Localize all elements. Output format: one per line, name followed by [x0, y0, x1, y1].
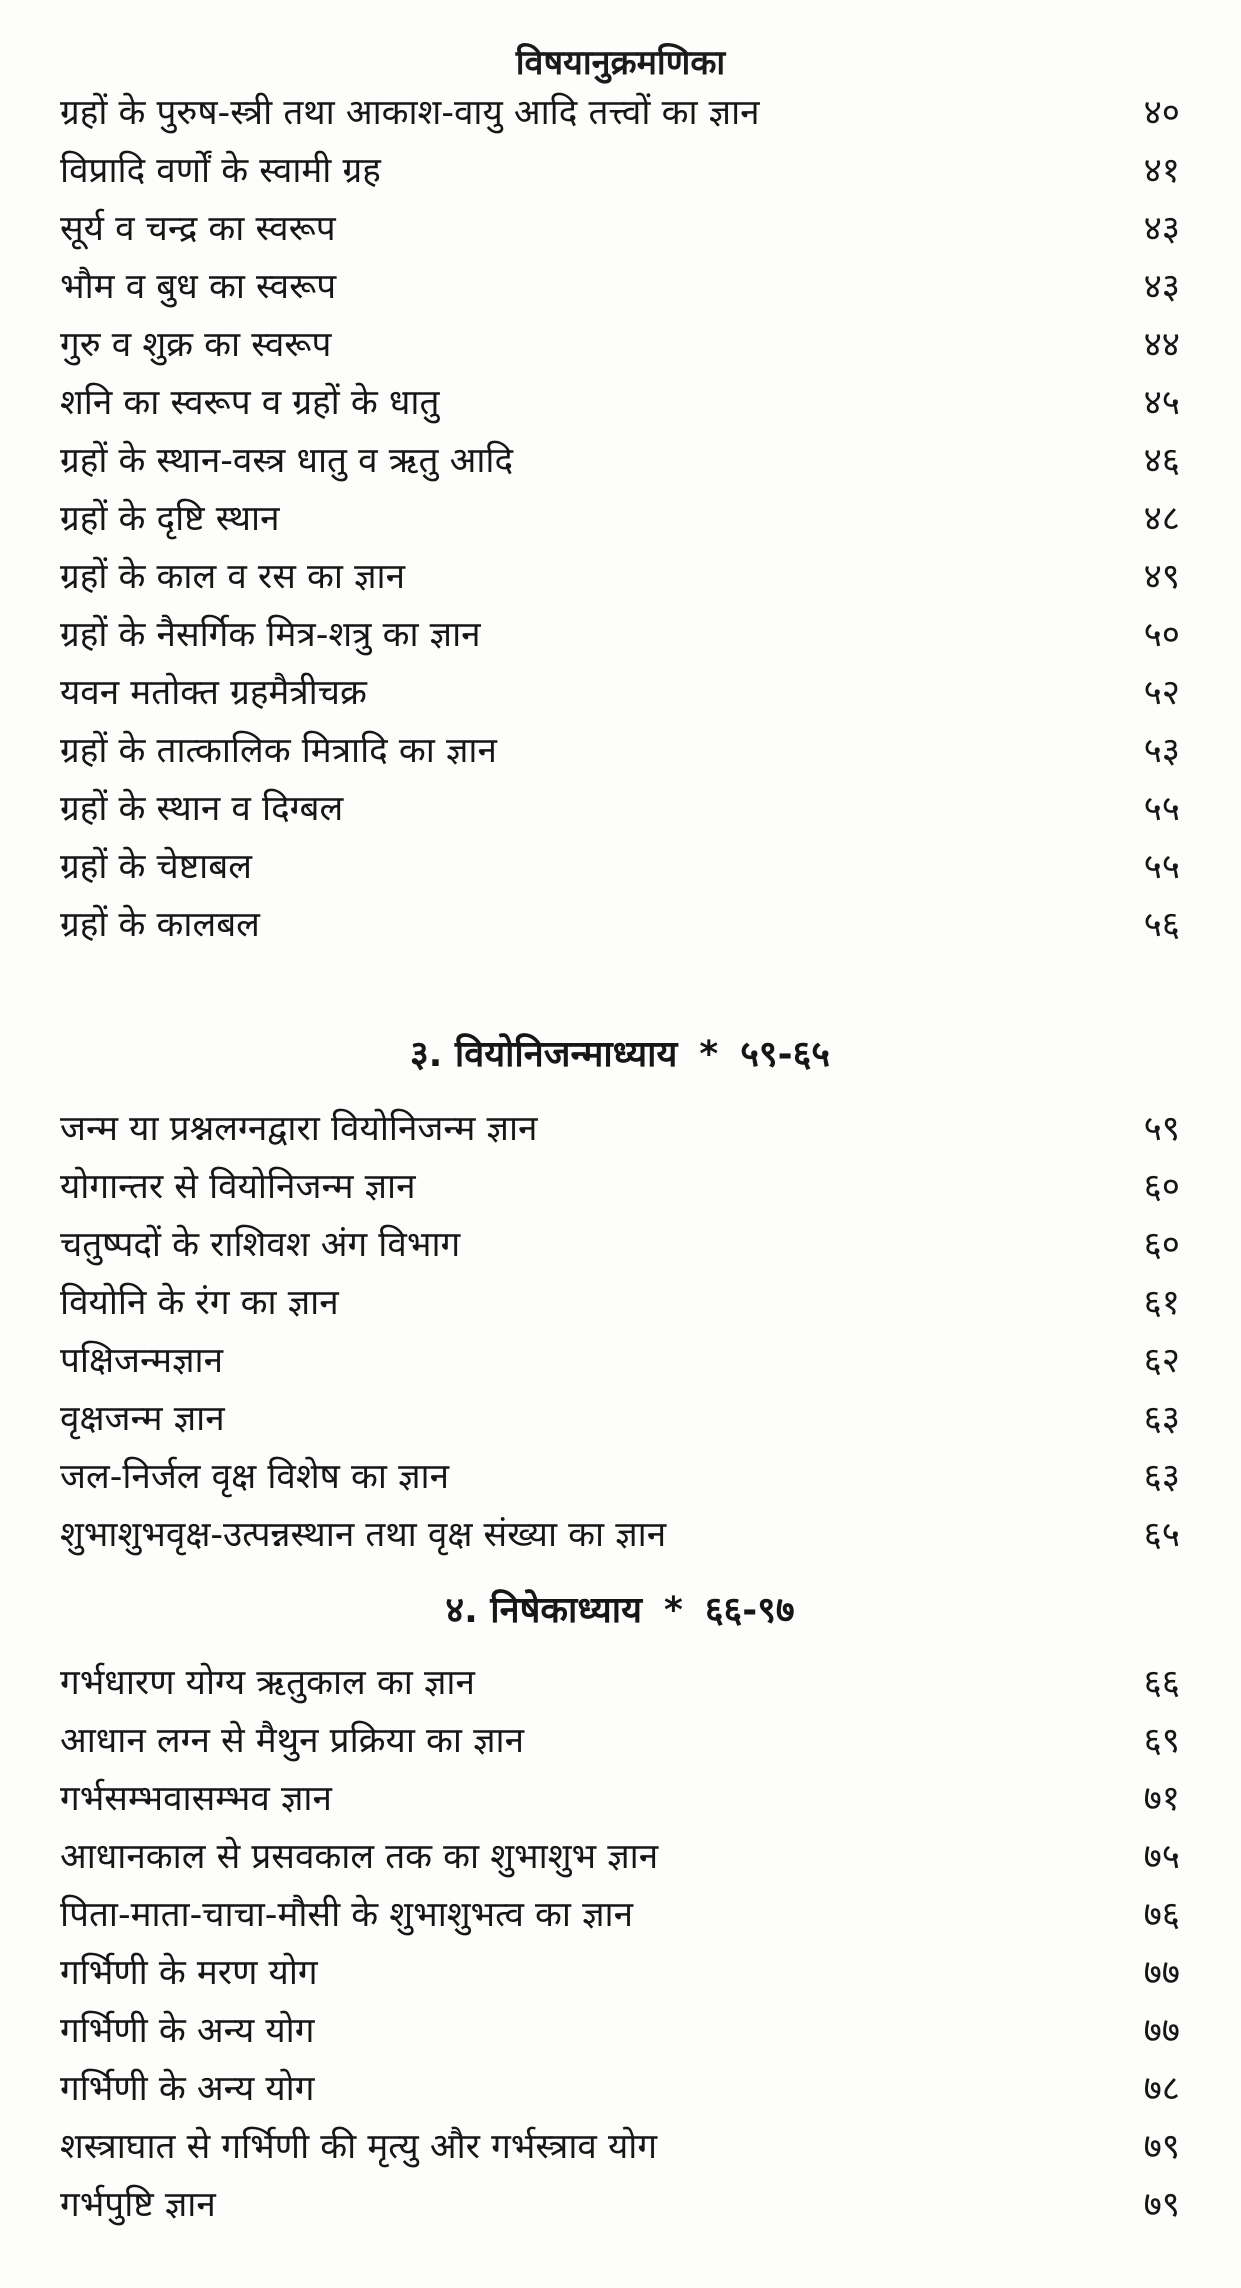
- toc-entry: [60, 316, 1180, 374]
- entry-title: शस्त्राघात से गर्भिणी की मृत्यु और गर्भस्त्राव योग: [60, 2127, 658, 2167]
- toc-entry: [60, 1158, 1180, 1216]
- toc-entry: [60, 1828, 1180, 1886]
- toc-entry: [60, 548, 1180, 606]
- entry-title: जन्म या प्रश्नलग्नद्वारा वियोनिजन्म ज्ञान: [60, 1109, 538, 1149]
- entry-page-number: ६०: [1143, 1167, 1180, 1207]
- entry-page-number: ५३: [1143, 731, 1180, 771]
- toc-entry: [60, 374, 1180, 432]
- chapter-marker: *: [699, 1034, 719, 1075]
- entry-title: योगान्तर से वियोनिजन्म ज्ञान: [60, 1167, 416, 1207]
- entry-page-number: ६६: [1143, 1663, 1180, 1703]
- entry-title: गर्भसम्भवासम्भव ज्ञान: [60, 1779, 332, 1819]
- entry-title: ग्रहों के पुरुष-स्त्री तथा आकाश-वायु आदि तत्त्वों का ज्ञान: [60, 93, 760, 133]
- entry-title: ग्रहों के स्थान व दिग्बल: [60, 789, 344, 829]
- entry-page-number: ४३: [1143, 209, 1180, 249]
- entry-page-number: ४४: [1143, 325, 1180, 365]
- entry-page-number: ४५: [1143, 383, 1180, 423]
- toc-section-3: [60, 1654, 1180, 2234]
- entry-title: विप्रादि वर्णों के स्वामी ग्रह: [60, 151, 381, 191]
- toc-entry: [60, 896, 1180, 954]
- entry-title: ग्रहों के काल व रस का ज्ञान: [60, 557, 406, 597]
- toc-entry: [60, 1654, 1180, 1712]
- entry-title: गर्भिणी के मरण योग: [60, 1953, 318, 1993]
- toc-entry: [60, 142, 1180, 200]
- entry-title: आधानकाल से प्रसवकाल तक का शुभाशुभ ज्ञान: [60, 1837, 659, 1877]
- entry-page-number: ७९: [1143, 2185, 1180, 2225]
- toc-entry: [60, 2176, 1180, 2234]
- entry-page-number: ५०: [1143, 615, 1180, 655]
- entry-title: ग्रहों के चेष्टाबल: [60, 847, 252, 887]
- toc-entry: [60, 1506, 1180, 1564]
- toc-entry: [60, 2002, 1180, 2060]
- entry-page-number: ५९: [1143, 1109, 1180, 1149]
- toc-entry: [60, 1100, 1180, 1158]
- entry-page-number: ७९: [1143, 2127, 1180, 2167]
- entry-page-number: ४८: [1143, 499, 1180, 539]
- entry-page-number: ४६: [1143, 441, 1180, 481]
- entry-title: गर्भधारण योग्य ऋतुकाल का ज्ञान: [60, 1663, 475, 1703]
- toc-entry: [60, 1332, 1180, 1390]
- entry-page-number: ६०: [1143, 1225, 1180, 1265]
- chapter-heading: [60, 1581, 1180, 1641]
- entry-page-number: ५६: [1143, 905, 1180, 945]
- entry-page-number: ७१: [1143, 1779, 1180, 1819]
- chapter-page-range: ५९-६५: [740, 1034, 831, 1075]
- entry-title: चतुष्पदों के राशिवश अंग विभाग: [60, 1225, 461, 1265]
- entry-page-number: ७७: [1143, 1953, 1180, 1993]
- entry-title: ग्रहों के दृष्टि स्थान: [60, 499, 280, 539]
- entry-page-number: ४०: [1143, 93, 1180, 133]
- toc-entry: [60, 1274, 1180, 1332]
- entry-title: शनि का स्वरूप व ग्रहों के धातु: [60, 383, 440, 423]
- entry-title: गर्भपुष्टि ज्ञान: [60, 2185, 216, 2225]
- entry-title: ग्रहों के नैसर्गिक मित्र-शत्रु का ज्ञान: [60, 615, 481, 655]
- chapter-name: ३. वियोनिजन्माध्याय: [409, 1034, 678, 1075]
- toc-entry: [60, 1886, 1180, 1944]
- entry-title: आधान लग्न से मैथुन प्रक्रिया का ज्ञान: [60, 1721, 525, 1761]
- toc-entry: [60, 838, 1180, 896]
- entry-title: गर्भिणी के अन्य योग: [60, 2011, 315, 2051]
- toc-entry: [60, 780, 1180, 838]
- entry-title: यवन मतोक्त ग्रहमैत्रीचक्र: [60, 673, 367, 713]
- toc-entry: [60, 258, 1180, 316]
- entry-title: सूर्य व चन्द्र का स्वरूप: [60, 209, 336, 249]
- entry-page-number: ५२: [1143, 673, 1180, 713]
- chapter-page-range: ६६-९७: [704, 1590, 795, 1631]
- entry-title: ग्रहों के स्थान-वस्त्र धातु व ऋतु आदि: [60, 441, 514, 481]
- entry-page-number: ५५: [1143, 789, 1180, 829]
- entry-page-number: ६९: [1143, 1721, 1180, 1761]
- entry-page-number: ७५: [1143, 1837, 1180, 1877]
- entry-page-number: ७७: [1143, 2011, 1180, 2051]
- page-title: विषयानुक्रमणिका: [515, 43, 726, 83]
- entry-page-number: ६५: [1143, 1515, 1180, 1555]
- entry-title: वृक्षजन्म ज्ञान: [60, 1399, 225, 1439]
- toc-entry: [60, 490, 1180, 548]
- toc-entry: [60, 1448, 1180, 1506]
- toc-section-1: [60, 84, 1180, 954]
- entry-title: पिता-माता-चाचा-मौसी के शुभाशुभत्व का ज्ञान: [60, 1895, 634, 1935]
- entry-page-number: ४३: [1143, 267, 1180, 307]
- entry-page-number: ६३: [1143, 1457, 1180, 1497]
- entry-title: भौम व बुध का स्वरूप: [60, 267, 337, 307]
- toc-entry: [60, 664, 1180, 722]
- entry-title: ग्रहों के तात्कालिक मित्रादि का ज्ञान: [60, 731, 497, 771]
- chapter-name: ४. निषेकाध्याय: [445, 1590, 642, 1631]
- toc-entry: [60, 84, 1180, 142]
- toc-entry: [60, 2060, 1180, 2118]
- entry-page-number: ६१: [1143, 1283, 1180, 1323]
- entry-title: जल-निर्जल वृक्ष विशेष का ज्ञान: [60, 1457, 450, 1497]
- entry-page-number: ५५: [1143, 847, 1180, 887]
- entry-page-number: ६३: [1143, 1399, 1180, 1439]
- toc-entry: [60, 432, 1180, 490]
- toc-entry: [60, 1216, 1180, 1274]
- entry-page-number: ७६: [1143, 1895, 1180, 1935]
- chapter-marker: *: [663, 1590, 683, 1631]
- toc-section-2: [60, 1100, 1180, 1564]
- entry-title: ग्रहों के कालबल: [60, 905, 260, 945]
- toc-entry: [60, 1390, 1180, 1448]
- entry-page-number: ४९: [1143, 557, 1180, 597]
- toc-entry: [60, 606, 1180, 664]
- entry-page-number: ७८: [1143, 2069, 1180, 2109]
- entry-page-number: ६२: [1143, 1341, 1180, 1381]
- toc-entry: [60, 722, 1180, 780]
- entry-title: शुभाशुभवृक्ष-उत्पन्नस्थान तथा वृक्ष संख्या का ज्ञान: [60, 1515, 667, 1555]
- toc-entry: [60, 1944, 1180, 2002]
- toc-entry: [60, 1770, 1180, 1828]
- toc-entry: [60, 2118, 1180, 2176]
- toc-entry: [60, 200, 1180, 258]
- entry-title: गुरु व शुक्र का स्वरूप: [60, 325, 332, 365]
- entry-page-number: ४१: [1143, 151, 1180, 191]
- entry-title: गर्भिणी के अन्य योग: [60, 2069, 315, 2109]
- entry-title: वियोनि के रंग का ज्ञान: [60, 1283, 339, 1323]
- toc-entry: [60, 1712, 1180, 1770]
- chapter-heading: [60, 1025, 1180, 1085]
- entry-title: पक्षिजन्मज्ञान: [60, 1341, 223, 1381]
